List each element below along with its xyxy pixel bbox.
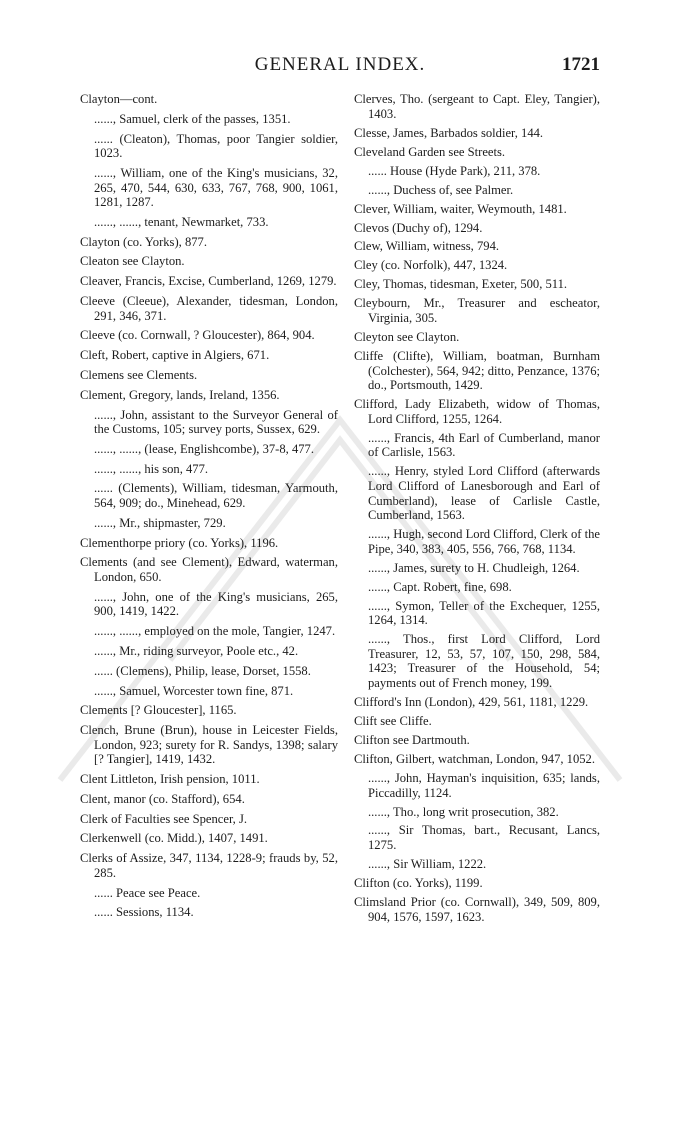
index-entry: Cleaton see Clayton.: [80, 254, 185, 269]
page-header: [80, 54, 600, 80]
index-entry: ......, Sir William, 1222.: [368, 857, 487, 872]
index-entry: Clench, Brune (Brun), house in Leicester Fields, London, 923; surety for R. Sandys, 1398; salary [? Tangier], 1419, 1432.: [80, 723, 338, 767]
index-entry: ......, Hugh, second Lord Clifford, Clerk of the Pipe, 340, 383, 405, 556, 766, 768, 1134.: [368, 527, 601, 556]
index-entry: Clifton (co. Yorks), 1199.: [354, 876, 483, 891]
index-entry: Clayton—cont.: [80, 92, 158, 106]
index-entry: ......, Duchess of, see Palmer.: [368, 182, 514, 197]
index-entry: Clifford, Lady Elizabeth, widow of Thomas, Lord Clifford, 1255, 1264.: [354, 397, 600, 426]
index-entry: Cley, Thomas, tidesman, Exeter, 500, 511.: [354, 277, 568, 292]
index-entry: ...... (Clemens), Philip, lease, Dorset, 1558.: [94, 663, 311, 678]
index-entry: ...... (Clements), William, tidesman, Yarmouth, 564, 909; do., Minehead, 629.: [94, 481, 338, 511]
index-entry: ...... Peace see Peace.: [94, 885, 201, 900]
index-entry: ......, Mr., shipmaster, 729.: [94, 515, 226, 530]
index-entry: Clerks of Assize, 347, 1134, 1228-9; frauds by, 52, 285.: [80, 851, 338, 880]
running-title: GENERAL INDEX.: [254, 54, 426, 75]
index-entry: ...... Sessions, 1134.: [94, 905, 194, 920]
index-column-left: [80, 92, 338, 925]
index-entry: Clerkenwell (co. Midd.), 1407, 1491.: [80, 831, 268, 846]
index-entry: ...... (Cleaton), Thomas, poor Tangier soldier, 1023.: [94, 131, 338, 161]
index-entry: Cleft, Robert, captive in Algiers, 671.: [80, 348, 270, 363]
index-entry: Clifton, Gilbert, watchman, London, 947, 1052.: [354, 751, 595, 766]
index-entry: Clementhorpe priory (co. Yorks), 1196.: [80, 535, 279, 550]
index-entry: Clevos (Duchy of), 1294.: [354, 220, 483, 235]
index-entry: Climsland Prior (co. Cornwall), 349, 509, 809, 904, 1576, 1597, 1623.: [354, 895, 600, 924]
index-entry: Clesse, James, Barbados soldier, 144.: [354, 125, 544, 140]
index-entry: ......, ......, his son, 477.: [94, 461, 209, 476]
index-entry: ......, James, surety to H. Chudleigh, 1264.: [368, 560, 580, 575]
index-entry: ......, Sir Thomas, bart., Recusant, Lancs, 1275.: [368, 823, 600, 853]
index-entry: Cleeve (co. Cornwall, ? Gloucester), 864, 904.: [80, 328, 315, 343]
index-entry: ...... House (Hyde Park), 211, 378.: [368, 163, 541, 178]
index-entry: Clerves, Tho. (sergeant to Capt. Eley, Tangier), 1403.: [354, 92, 600, 121]
index-entry: ......, ......, (lease, Englishcombe), 37-8, 477.: [94, 441, 314, 456]
index-entry: ......, William, one of the King's musicians, 32, 265, 470, 544, 630, 633, 767, 768, 900, 1061, 1281, 1287.: [94, 165, 338, 210]
index-entry: Clifford's Inn (London), 429, 561, 1181, 1229.: [354, 694, 589, 709]
page-number: 1721: [562, 54, 600, 75]
index-entry: ......, Henry, styled Lord Clifford (afterwards Lord Clifford of Lanesborough and Earl of Cumberland), lease of Carlisle Castle, Cumberland, 1563.: [368, 464, 600, 523]
index-entry: ......, John, assistant to the Surveyor General of the Customs, 105; survey ports, Sussex, 629.: [94, 407, 338, 437]
index-entry: ......, Tho., long writ prosecution, 382.: [368, 804, 559, 819]
index-entry: ......, Samuel, Worcester town fine, 871.: [94, 683, 294, 698]
index-entry: Clifton see Dartmouth.: [354, 732, 470, 747]
index-column-right: [354, 92, 600, 929]
index-entry: Cleyton see Clayton.: [354, 330, 460, 345]
index-entry: Cley (co. Norfolk), 447, 1324.: [354, 258, 508, 273]
index-entry: Clerk of Faculties see Spencer, J.: [80, 811, 248, 826]
index-entry: Cleybourn, Mr., Treasurer and escheator, Virginia, 305.: [354, 296, 600, 326]
index-entry: Clemens see Clements.: [80, 367, 198, 382]
index-entry: Clift see Cliffe.: [354, 713, 432, 728]
index-entry: Cleveland Garden see Streets.: [354, 144, 506, 159]
index-entry: Clent Littleton, Irish pension, 1011.: [80, 772, 260, 787]
index-entry: ......, ......, tenant, Newmarket, 733.: [94, 214, 269, 229]
index-entry: Clement, Gregory, lands, Ireland, 1356.: [80, 387, 280, 402]
index-entry: Cleeve (Cleeue), Alexander, tidesman, London, 291, 346, 371.: [80, 294, 338, 323]
index-entry: ......, Samuel, clerk of the passes, 1351.: [94, 111, 291, 126]
index-entry: Clements (and see Clement), Edward, waterman, London, 650.: [80, 555, 338, 584]
index-entry: Clew, William, witness, 794.: [354, 239, 500, 254]
index-entry: ......, John, one of the King's musicians, 265, 900, 1419, 1422.: [94, 589, 338, 619]
index-entry: Clements [? Gloucester], 1165.: [80, 703, 237, 718]
index-entry: ......, John, Hayman's inquisition, 635; lands, Piccadilly, 1124.: [368, 770, 600, 800]
index-entry: ......, Thos., first Lord Clifford, Lord Treasurer, 12, 53, 57, 107, 150, 298, 584, 1423; Treasurer of the Household, 54; payments out of French money, 199.: [368, 632, 600, 690]
index-entry: Cleaver, Francis, Excise, Cumberland, 1269, 1279.: [80, 274, 337, 289]
index-entry: ......, ......, employed on the mole, Tangier, 1247.: [94, 624, 336, 639]
index-entry: Cliffe (Clifte), William, boatman, Burnham (Colchester), 564, 942; ditto, Penzance, 1376; do., Portsmouth, 1429.: [354, 349, 600, 393]
index-entry: Clent, manor (co. Stafford), 654.: [80, 791, 245, 806]
index-entry: Clever, William, waiter, Weymouth, 1481.: [354, 201, 567, 216]
index-entry: ......, Francis, 4th Earl of Cumberland, manor of Carlisle, 1563.: [368, 430, 600, 460]
index-entry: ......, Capt. Robert, fine, 698.: [368, 579, 512, 594]
index-entry: Clayton (co. Yorks), 877.: [80, 234, 207, 249]
index-entry: ......, Symon, Teller of the Exchequer, 1255, 1264, 1314.: [368, 598, 600, 628]
index-entry: ......, Mr., riding surveyor, Poole etc., 42.: [94, 643, 299, 658]
